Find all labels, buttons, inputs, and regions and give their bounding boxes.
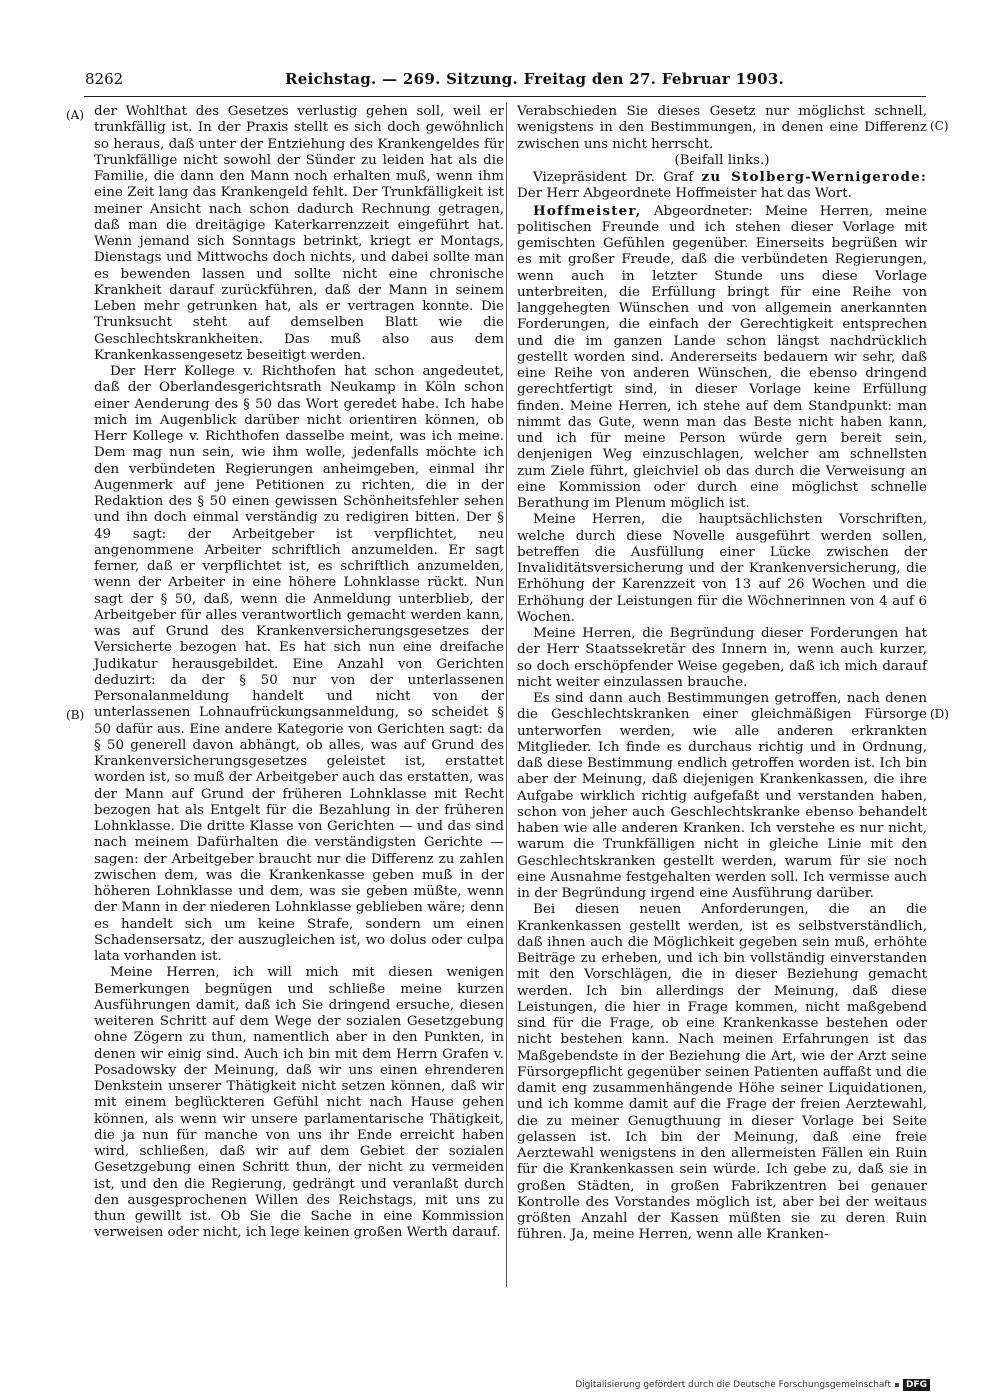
running-title: Reichstag. — 269. Sitzung. Freitag den 27. Februar 1903. — [285, 70, 785, 88]
left-paragraph-1: der Wohlthat des Gesetzes verlustig gehen soll, weil er trunkfällig ist. In der Praxis stellt es sich doch gewöhnlich so heraus, daß unter der Entziehung des Krankengeldes für Trunkfällige nicht sowohl der Sünder zu leiden hat als die Familie, die dann den Mann noch erhalten muß, wenn ihm eine Zeit lang das Krankengeld fehlt. Der Trunkfälligkeit ist meiner Ansicht nach schon dadurch Rechnung getragen, daß man die dreitägige Katerkarrenzzeit eingeführt hat. Wenn jemand sich Sonntags betrinkt, kriegt er Montags, Dienstags und Mittwochs doch nichts, und dabei sollte man es bewenden lassen und sollte nicht eine chronische Krankheit darauf zurückführen, daß der Mann in seinem Leben mehr getrunken hat, als er vertragen konnte. Die Trunksucht steht auf demselben Blatt wie die Geschlechtskrankheiten. Das muß also aus dem Krankenkassengesetz beseitigt werden. — [94, 104, 504, 363]
margin-marker-b: (B) — [66, 708, 85, 722]
speaker-name: Hoffmeister, — [533, 202, 642, 219]
vice-president-text: Der Herr Abgeordnete Hoffmeister hat das Wort. — [517, 186, 852, 202]
left-column — [94, 104, 504, 1242]
page-number: 8262 — [85, 70, 124, 88]
right-column — [517, 104, 927, 1244]
footer-dot-icon — [895, 1383, 899, 1387]
margin-marker-c: (C) — [930, 119, 949, 133]
speaker-text: Abgeordneter: Meine Herren, meine politischen Freunde und ich stehen dieser Vorlage mit gemischten Gefühlen gegenüber. Einerseits begrüßen wir es mit großer Freude, daß die verbündeten Regierungen, wenn auch in letzter Stunde uns diese Vorlage unterbreiten, die Erfüllung bringt für eine Reihe von langgehegten Wünschen und von allgemein anerkannten Forderungen, die einfach der Gerechtigkeit entsprechen und die im ganzen Lande schon längst nachdrücklich gestellt worden sind. Andererseits bedauern wir sehr, daß eine Reihe von anderen Wünschen, die ebenso dringend gerechtfertigt sind, in dieser Vorlage keine Erfüllung finden. Meine Herren, ich stehe auf dem Standpunkt: man nimmt das Gute, wenn man das Beste nicht haben kann, und ich für meine Person würde gern bereit sein, denjenigen Weg einzuschlagen, welcher am schnellsten zum Ziele führt, gleichviel ob das durch die Verweisung an eine Kommission oder durch eine möglichst schnelle Berathung im Plenum möglich ist. — [517, 203, 927, 511]
applause-note: (Beifall links.) — [674, 152, 770, 168]
right-paragraph-3: Meine Herren, die Begründung dieser Forderungen hat der Herr Staatssekretär des Innern in, wenn auch kurzer, so doch erschöpfender Weise gegeben, daß ich mich darauf nicht weiter einzulassen brauche. — [517, 626, 927, 690]
margin-marker-a: (A) — [66, 108, 85, 122]
vice-president-name: zu Stolberg-Wernigerode: — [701, 169, 927, 185]
vice-president-line — [517, 169, 927, 203]
digitization-footer — [575, 1379, 930, 1391]
left-paragraph-3: Meine Herren, ich will mich mit diesen wenigen Bemerkungen begnügen und schließe meine kurzen Ausführungen damit, daß ich Sie dringend ersuche, diesen weiteren Schritt auf dem Wege der sozialen Gesetzgebung ohne Zögern zu thun, namentlich aber in den Punkten, in denen wir einig sind. Auch ich bin mit dem Herrn Grafen v. Posadowsky der Meinung, daß wir uns einen ehrenderen Denkstein unserer Thätigkeit nicht setzen können, daß wir mit einem beglückteren Gefühl nicht nach Hause gehen können, als wenn wir unsere parlamentarische Thätigkeit, die ja nun für manche von uns ihr Ende erreicht haben wird, schließen, daß wir auf dem Gebiet der sozialen Gesetzgebung einen Schritt thun, der nicht zu vermeiden ist, und den die Regierung, gedrängt und veranlaßt durch den ausgesprochenen Willen des Reichstags, mit uns zu thun gewillt ist. Ob Sie die Sache in eine Kommission verweisen oder nicht, ich lege keinen großen Werth darauf. — [94, 965, 504, 1241]
dfg-logo: DFG — [903, 1379, 930, 1391]
column-divider — [506, 102, 507, 1287]
right-paragraph-5: Bei diesen neuen Anforderungen, die an die Krankenkassen gestellt werden, ist es selbstverständlich, daß ihnen auch die Möglichkeit gegeben sein muß, erhöhte Beiträge zu erheben, und ich bin vollständig einverstanden mit den Vorschlägen, die in dieser Beziehung gemacht werden. Ich bin allerdings der Meinung, daß diese Leistungen, die hier in Frage kommen, nicht maßgebend sind für die Frage, ob eine Krankenkasse bestehen oder nicht bestehen kann. Nach meinen Erfahrungen ist das Maßgebendste in der Beziehung die Art, wie der Arzt seine Fürsorgepflicht gegenüber seinen Patienten auffaßt und die damit eng zusammenhängende Höhe seiner Liquidationen, und ich komme damit auf die Frage der freien Aerztewahl, die zu meiner Genugthuung in dieser Vorlage bei Seite gelassen ist. Ich bin der Meinung, daß eine freie Aerztewahl wenigstens in den allermeisten Fällen ein Ruin für die Krankenkassen sein würde. Ich gebe zu, daß sie in großen Städten, in großen Fabrikzentren bei genauer Kontrolle des Vorstandes möglich ist, aber bei der weitaus größten Anzahl der Kassen müßten sie zu deren Ruin führen. Ja, meine Herren, wenn alle Kranken- — [517, 902, 927, 1243]
page-header — [85, 70, 930, 92]
header-rule — [84, 96, 926, 97]
footer-text: Digitalisierung gefördert durch die Deutsche Forschungsgemeinschaft — [575, 1380, 891, 1390]
margin-marker-d: (D) — [930, 707, 949, 721]
vice-president-prefix: Vizepräsident Dr. Graf — [533, 170, 694, 185]
right-paragraph-1: Verabschieden Sie dieses Gesetz nur möglichst schnell, wenigstens in den Bestimmungen, in denen eine Differenz zwischen uns nicht herrscht. — [517, 104, 927, 152]
speaker-paragraph — [517, 203, 927, 513]
left-paragraph-2: Der Herr Kollege v. Richthofen hat schon angedeutet, daß der Oberlandesgerichtsrath Neukamp in Köln schon einer Aenderung des § 50 das Wort geredet habe. Ich habe mich im Augenblick darüber nicht orientiren können, ob Herr Kollege v. Richthofen dasselbe meint, was ich meine. Dem mag nun sein, wie ihm wolle, jedenfalls möchte ich den verbündeten Regierungen anheimgeben, einmal ihr Augenmerk auf jene Petitionen zu richten, die in der Redaktion des § 50 einen gewissen Schönheitsfehler sehen und ihn doch einmal verständig zu redigiren bitten. Der § 49 sagt: der Arbeitgeber ist verpflichtet, neu angenommene Arbeiter schriftlich anzumelden. Er sagt ferner, daß er verpflichtet ist, es schriftlich anzumelden, wenn der Arbeiter in eine höhere Lohnklasse rückt. Nun sagt der § 50, daß, wenn die Anmeldung unterblieb, der Arbeitgeber für alles verantwortlich gemacht werden kann, was auf Grund des Krankenversicherungsgesetzes der Versicherte bezogen hat. Es hat sich nun eine dreifache Judikatur herausgebildet. Eine Anzahl von Gerichten deduzirt: da der § 50 nur von der unterlassenen Personalanmeldung handelt und nicht von der unterlassenen Lohnaufrückungsanmeldung, so scheidet § 50 dafür aus. Eine andere Kategorie von Gerichten sagt: da § 50 generell davon abhängt, ob alles, was auf Grund des Krankenversicherungsgesetzes geleistet ist, erstattet worden ist, so muß der Arbeitgeber auch das erstatten, was der Mann auf Grund der früheren Lohnklasse mit Recht bezogen hat als Entgelt für die Bezahlung in der früheren Lohnklasse. Die dritte Klasse von Gerichten — und das sind nach meinem Dafürhalten die verständigsten Gerichte — sagen: der Arbeitgeber braucht nur die Differenz zu zahlen zwischen dem, was die Krankenkasse geben muß in der höheren Lohnklasse und dem, was sie geben müßte, wenn der Mann in der niederen Lohnklasse geblieben wäre; denn es handelt sich um keine Strafe, sondern um einen Schadensersatz, der auszugleichen ist, wo dolus oder culpa lata vorhanden ist. — [94, 364, 504, 964]
right-paragraph-4: Es sind dann auch Bestimmungen getroffen, nach denen die Geschlechtskranken einer gleichmäßigen Fürsorge unterworfen werden, wie alle anderen erkrankten Mitglieder. Ich finde es durchaus richtig und in Ordnung, daß diese Bestimmung endlich getroffen worden ist. Ich bin aber der Meinung, daß diejenigen Krankenkassen, die ihre Aufgabe wirklich richtig aufgefaßt und verstanden haben, schon von jeher auch Geschlechtskranke ebenso behandelt haben wie alle anderen Kranken. Ich verstehe es nur nicht, warum die Trunkfälligen nicht in gleiche Linie mit den Geschlechtskranken gestellt werden, warum für sie noch eine Ausnahme festgehalten werden soll. Ich vermisse auch in der Begründung irgend eine Ausführung darüber. — [517, 691, 927, 901]
right-paragraph-2: Meine Herren, die hauptsächlichsten Vorschriften, welche durch diese Novelle ausgeführt werden sollen, betreffen die Ausfüllung einer Lücke zwischen der Invaliditätsversicherung und der Krankenversicherung, die Erhöhung der Karenzzeit von 13 auf 26 Wochen und die Erhöhung der Leistungen für die Wöchnerinnen von 4 auf 6 Wochen. — [517, 512, 927, 625]
